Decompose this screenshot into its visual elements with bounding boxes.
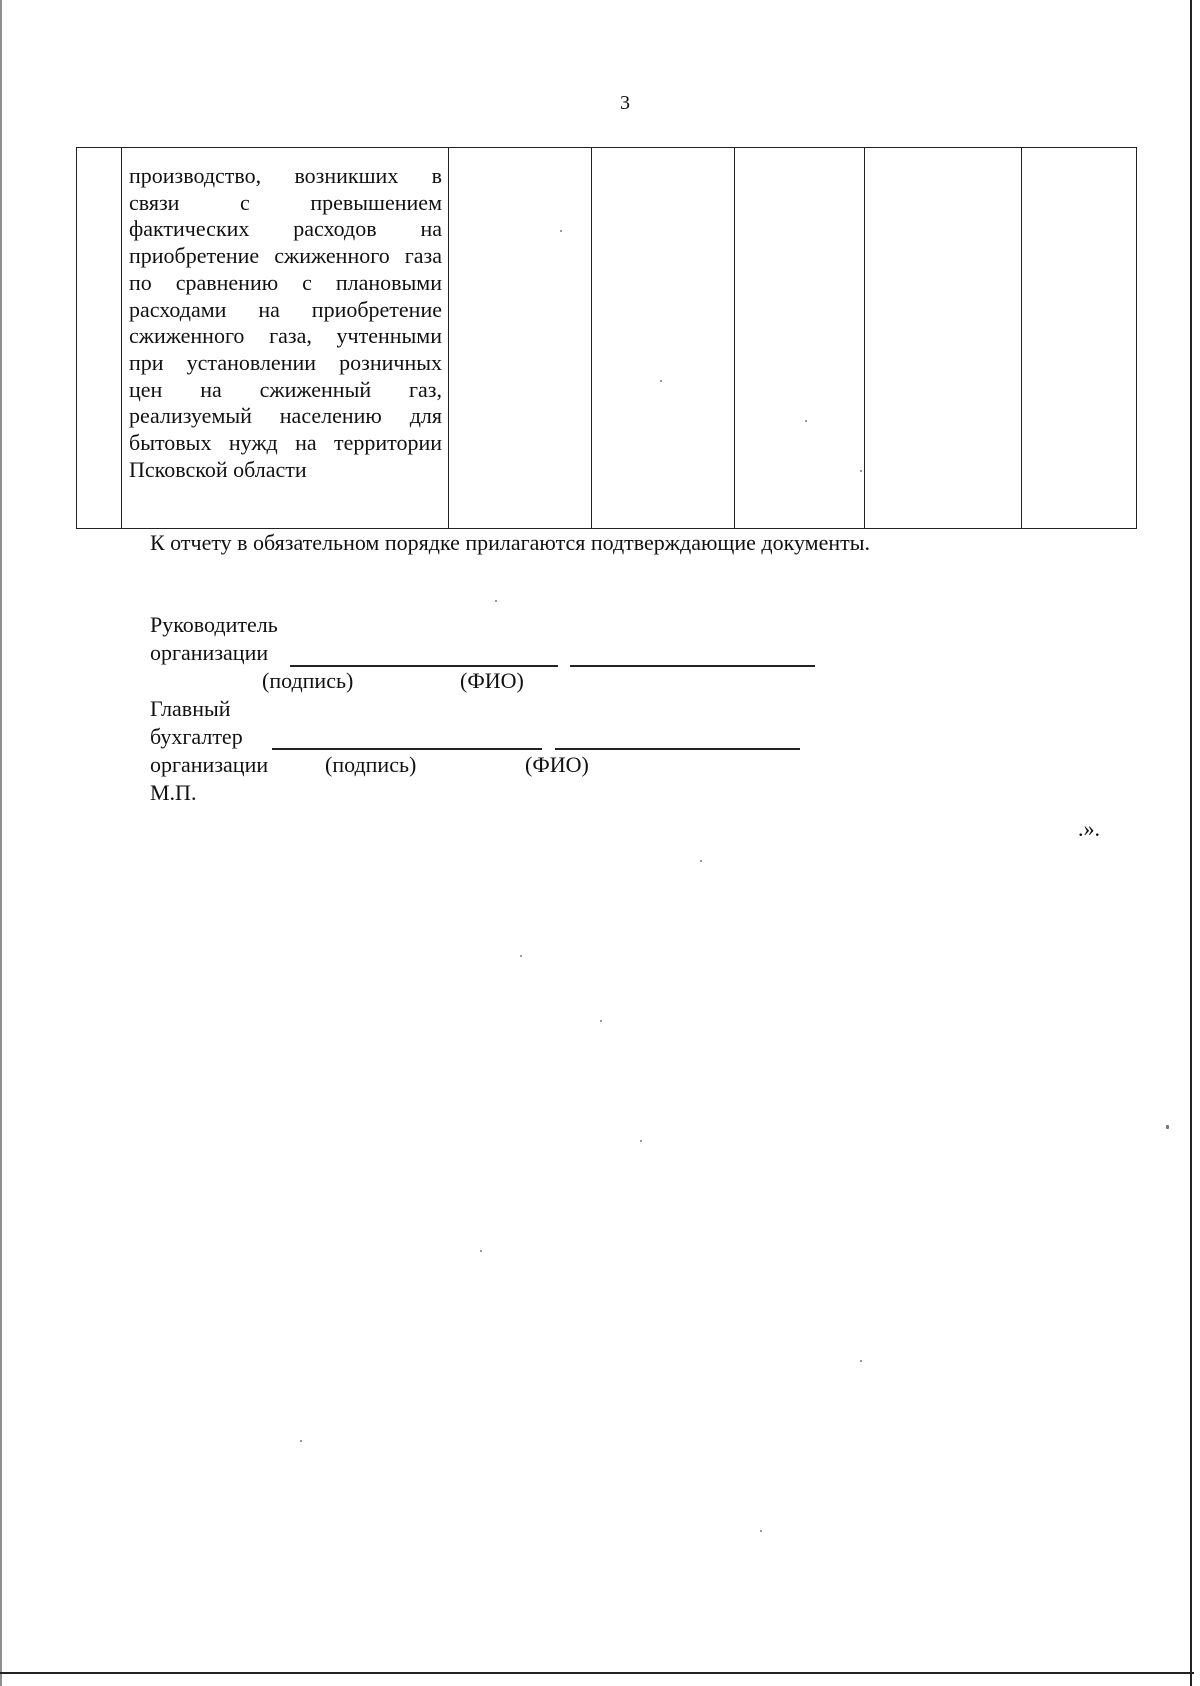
value-cell <box>449 148 592 529</box>
value-cell <box>1022 148 1137 529</box>
scan-speck <box>805 420 807 422</box>
accountant-name-hint: (ФИО) <box>525 752 589 777</box>
accountant-signature-line <box>272 748 542 750</box>
scan-speck <box>760 1530 762 1532</box>
head-signature-hint: (подпись) <box>262 668 354 693</box>
head-title-line1: Руководитель <box>150 612 278 637</box>
value-cell <box>735 148 865 529</box>
value-cell <box>865 148 1022 529</box>
value-cell <box>592 148 735 529</box>
attachment-note: К отчету в обязательном порядке прилагаются подтверждающие документы. <box>150 530 871 555</box>
scan-speck <box>660 380 662 382</box>
row-description-cell <box>122 148 449 529</box>
accountant-title-line1: Главный <box>150 696 231 721</box>
scan-speck <box>560 230 562 232</box>
head-signature-line <box>290 665 558 667</box>
scan-speck <box>600 1020 602 1022</box>
scan-speck <box>1166 1125 1169 1129</box>
closing-quote: .». <box>1078 816 1100 841</box>
scan-speck <box>640 1140 642 1142</box>
scan-speck <box>520 955 522 957</box>
accountant-title-line2: бухгалтер <box>150 724 243 749</box>
scan-speck <box>860 1360 862 1362</box>
scan-left-edge <box>0 0 2 1686</box>
scan-speck <box>300 1440 302 1442</box>
scan-right-edge <box>1190 0 1192 1686</box>
report-table <box>76 147 1137 529</box>
stamp-place-label: М.П. <box>150 780 197 805</box>
table-row <box>77 148 1137 529</box>
head-name-line <box>570 665 815 667</box>
scan-speck <box>860 470 862 472</box>
row-description-text: производство, возникших в связи с превышением фактических расходов на приобретение сжиженного газа по сравнению с плановыми расходами на приобретение сжиженного газа, учтенными при установлении розничных цен на сжиженный газ, реализуемый населению для бытовых нужд на территории Псковской области <box>129 163 442 482</box>
scan-speck <box>495 600 497 602</box>
accountant-name-line <box>555 748 800 750</box>
scan-speck <box>700 860 702 862</box>
accountant-title-line3: организации <box>150 752 269 777</box>
scan-speck <box>480 1250 482 1252</box>
row-number-cell <box>77 148 122 529</box>
head-name-hint: (ФИО) <box>460 668 524 693</box>
head-title-line2: организации <box>150 640 269 665</box>
scan-bottom-edge <box>0 1672 1194 1674</box>
page-number: 3 <box>620 92 630 114</box>
accountant-signature-hint: (подпись) <box>325 752 417 777</box>
